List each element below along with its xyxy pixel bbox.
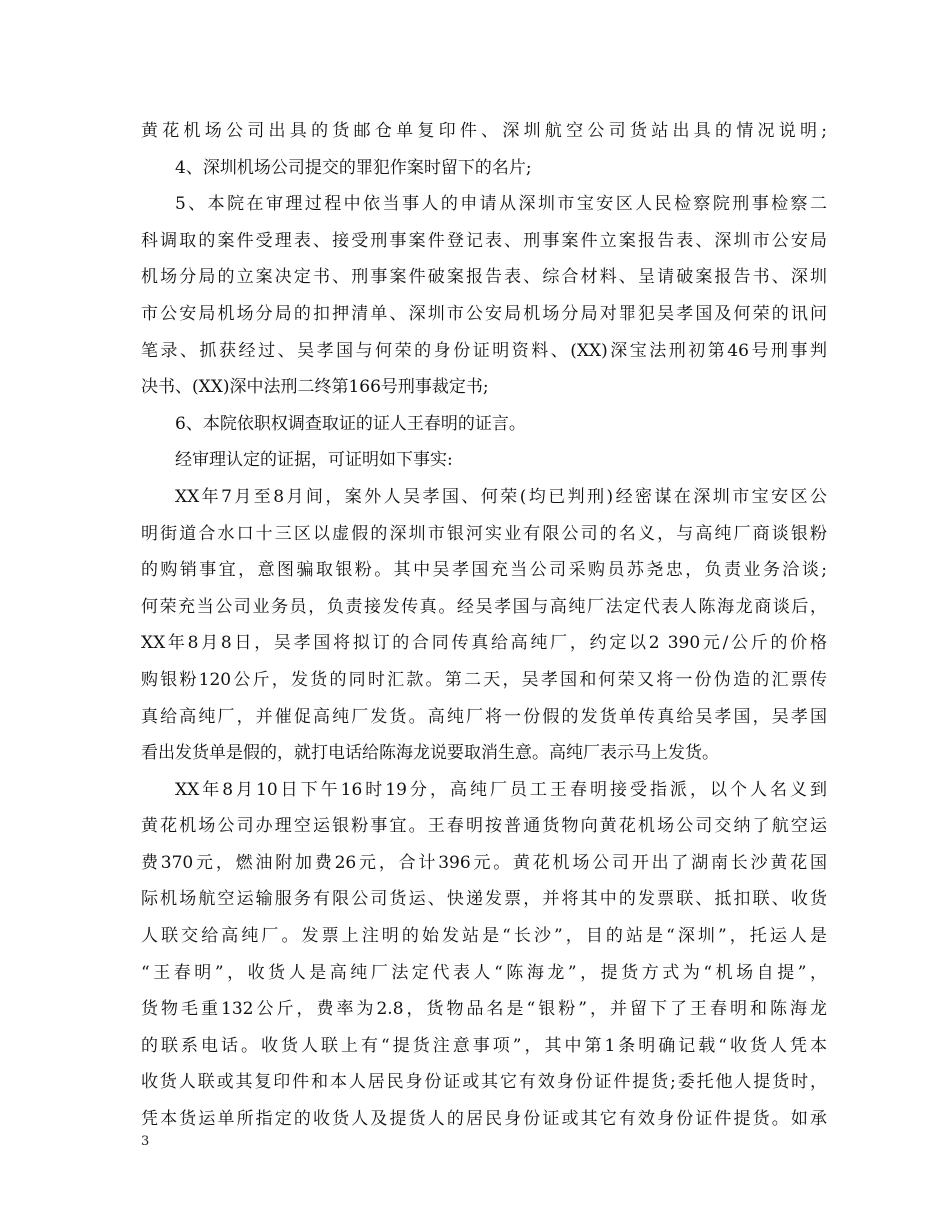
text-line: 货物毛重132公斤，费率为2.8，货物品名是“银粉”，并留下了王春明和陈海龙 — [141, 999, 827, 1020]
text-line: XX年8月8日，吴孝国将拟订的合同传真给高纯厂，约定以2 390元/公斤的价格 — [141, 633, 827, 654]
text-line: 科调取的案件受理表、接受刑事案件登记表、刑事案件立案报告表、深圳市公安局 — [141, 230, 827, 251]
text-line: 市公安局机场分局的扣押清单、深圳市公安局机场分局对罪犯吴孝国及何荣的讯问 — [141, 303, 827, 324]
text-line: XX年8月10日下午16时19分，高纯厂员工王春明接受指派，以个人名义到 — [175, 779, 827, 800]
page-number: 3 — [141, 1134, 150, 1149]
text-line: 黄花机场公司出具的货邮仓单复印件、深圳航空公司货站出具的情况说明; — [141, 121, 827, 141]
text-line: 际机场航空运输服务有限公司货运、快递发票，并将其中的发票联、抵扣联、收货 — [141, 889, 827, 910]
text-line: 真给高纯厂，并催促高纯厂发货。高纯厂将一份假的发货单传真给吴孝国，吴孝国 — [141, 706, 827, 727]
text-line: 经审理认定的证据，可证明如下事实: — [175, 450, 453, 471]
text-line: 的联系电话。收货人联上有“提货注意事项”，其中第1条明确记载“收货人凭本 — [141, 1035, 827, 1056]
text-line: 笔录、抓获经过、吴孝国与何荣的身份证明资料、(XX)深宝法刑初第46号刑事判 — [141, 340, 827, 361]
document-body — [141, 113, 827, 1138]
text-line: 凭本货运单所指定的收货人及提货人的居民身份证或其它有效身份证件提货。如承 — [141, 1109, 827, 1130]
text-line: 收货人联或其复印件和本人居民身份证或其它有效身份证件提货;委托他人提货时， — [141, 1072, 827, 1093]
text-line: 费370元，燃油附加费26元，合计396元。黄花机场公司开出了湖南长沙黄花国 — [141, 852, 827, 873]
text-line: 黄花机场公司办理空运银粉事宜。王春明按普通货物向黄花机场公司交纳了航空运 — [141, 816, 827, 837]
text-line: 何荣充当公司业务员，负责接发传真。经吴孝国与高纯厂法定代表人陈海龙商谈后， — [141, 596, 827, 617]
text-line: 购银粉120公斤，发货的同时汇款。第二天，吴孝国和何荣又将一份伪造的汇票传 — [141, 669, 827, 690]
text-line: 的购销事宜，意图骗取银粉。其中吴孝国充当公司采购员苏尧忠，负责业务洽谈; — [141, 560, 827, 581]
text-line: 4、深圳机场公司提交的罪犯作案时留下的名片; — [175, 157, 532, 178]
text-line: 机场分局的立案决定书、刑事案件破案报告表、综合材料、呈请破案报告书、深圳 — [141, 267, 827, 288]
text-line: “王春明”，收货人是高纯厂法定代表人“陈海龙”，提货方式为“机场自提”， — [141, 962, 827, 983]
text-line: XX年7月至8月间，案外人吴孝国、何荣(均已判刑)经密谋在深圳市宝安区公 — [175, 486, 827, 507]
text-line: 5、本院在审理过程中依当事人的申请从深圳市宝安区人民检察院刑事检察二 — [175, 194, 827, 215]
text-line: 人联交给高纯厂。发票上注明的始发站是“长沙”，目的站是“深圳”，托运人是 — [141, 926, 827, 947]
text-line: 6、本院依职权调查取证的证人王春明的证言。 — [175, 413, 526, 434]
text-line: 决书、(XX)深中法刑二终第166号刑事裁定书; — [141, 377, 489, 398]
text-line: 明街道合水口十三区以虚假的深圳市银河实业有限公司的名义，与高纯厂商谈银粉 — [141, 523, 827, 544]
text-line: 看出发货单是假的，就打电话给陈海龙说要取消生意。高纯厂表示马上发货。 — [141, 743, 719, 764]
